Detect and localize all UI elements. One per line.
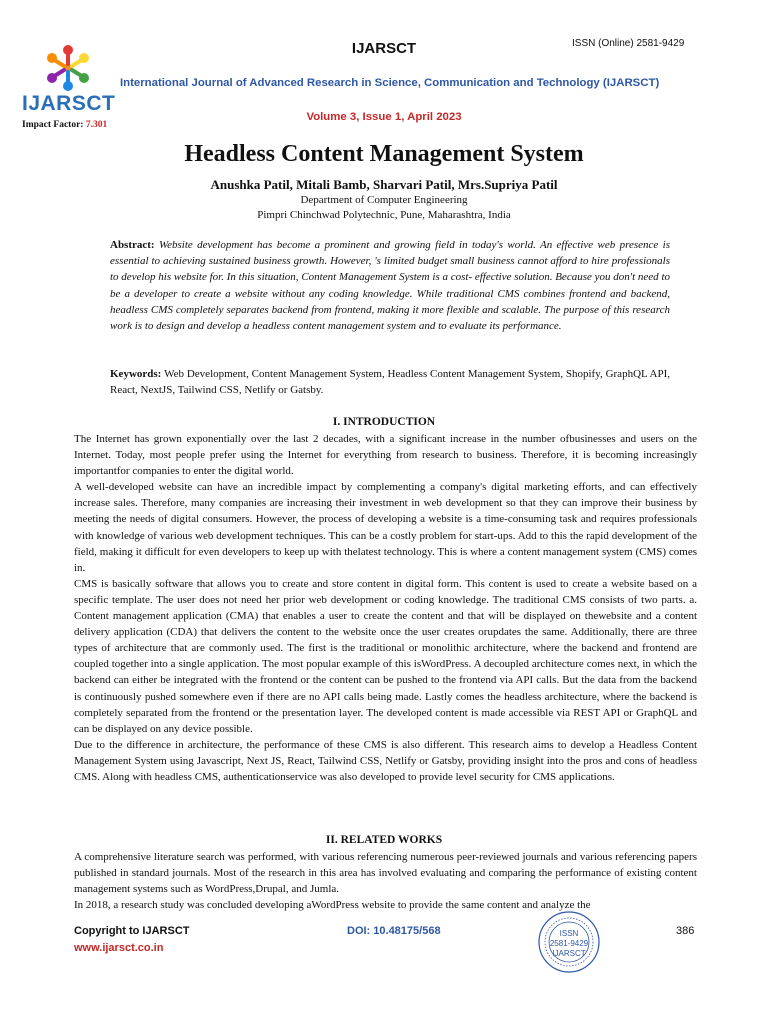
keywords: [110, 366, 670, 398]
section-heading-introduction: I. INTRODUCTION: [332, 416, 436, 428]
keywords-label: Keywords:: [110, 368, 165, 380]
seal-line: IJARSCT: [552, 949, 586, 958]
page-number: 386: [676, 925, 695, 937]
introduction-body: [74, 431, 697, 785]
paragraph: The Internet has grown exponentially over the last 2 decades, with a significant increase in the number ofbusinesses and users on the Internet. Today, most people prefer using the Internet for everything from research to business. Therefore, it is becoming increasingly importantfor companies to enter the digital world.: [74, 433, 697, 478]
footer-doi: DOI: 10.48175/568: [347, 925, 441, 937]
journal-abbreviation: IJARSCT: [351, 40, 417, 57]
issn-seal-text: [537, 929, 601, 959]
paper-title: Headless Content Management System: [184, 141, 584, 167]
seal-line: 2581-9429: [549, 939, 589, 948]
volume-issue: Volume 3, Issue 1, April 2023: [306, 111, 462, 123]
impact-factor-label: Impact Factor:: [22, 120, 86, 130]
paragraph: A well-developed website can have an incredible impact by complementing a company's digital marketing efforts, and can effectively increase sales. Therefore, many companies are increasing their investment in web development so that they can improve their business by meeting the needs of digital consumers. However, the process of developing a website is a time-consuming task and requires professionals with knowledge of various web development techniques. This can be a costly problem for start-ups. Add to this the rapid development of the field, making it difficult for even developers to keep up with thelatest technology. This is where a content management system (CMS) comes in.: [74, 481, 697, 574]
abstract: [110, 237, 670, 334]
footer-website-link[interactable]: www.ijarsct.co.in: [74, 942, 164, 954]
impact-factor-value: 7.301: [85, 120, 108, 130]
author-institution: Pimpri Chinchwad Polytechnic, Pune, Maharashtra, India: [257, 209, 511, 221]
author-department: Department of Computer Engineering: [300, 194, 468, 206]
footer-copyright: Copyright to IJARSCT: [74, 925, 190, 937]
journal-full-name: International Journal of Advanced Research in Science, Communication and Technology (IJARSCT): [120, 77, 660, 89]
paragraph: Due to the difference in architecture, the performance of these CMS is also different. This research aims to develop a Headless Content Management System using Javascript, Next JS, React, Tailwind CSS, Netlify or Gatsby, providing insight into the pros and cons of headless CMS. Along with headless CMS, authenticationservice was also developed to provide level security for CMS applications.: [74, 738, 697, 783]
seal-line: ISSN: [559, 929, 579, 938]
abstract-text: Website development has become a prominent and growing field in today's world. An effective web presence is essential to achieving sustained business growth. However, 's limited budget small business cannot afford to hire professionals to develop his website for. In this situation, Content Management System is a cost- effective solution. Because you don't need to be a developer to create a website without any coding knowledge. While traditional CMS combines frontend and backend, headless CMS completely separates backend from frontend, making it more flexible and scalable. The purpose of this research work is to design and develop a headless content management system and to evaluate its performance.: [110, 239, 670, 333]
paper-authors: Anushka Patil, Mitali Bamb, Sharvari Patil, Mrs.Supriya Patil: [210, 177, 558, 192]
related-works-body: [74, 849, 697, 913]
paragraph: A comprehensive literature search was performed, with various referencing numerous peer-reviewed journals and various referencing papers published in standard journals. Most of the research in this area has involved evaluating and comparing the performance of existing content management systems such as WordPress,Drupal, and Jumla.: [74, 851, 697, 896]
paragraph: CMS is basically software that allows you to create and store content in digital form. This content is used to create a website based on a specific template. The user does not need her prior web development or coding knowledge. The traditional CMS consists of two parts. a. Content management application (CMA) that enables a user to create the content and that will be displayed on thewebsite and a content delivery application (CDA) that delivers the content to the website once the user creates orupdates the same. Additionally, there are three types of architecture that are commonly used. The first is the traditional or monolithic architecture, where the backend and frontend are coupled together into a single application. The most popular example of this isWordPress. A decoupled architecture comes next, in which the backend can either be integrated with the frontend or the content can be pushed to the frontend via API calls. But the data from the backend is continuously pushed somewhere even if there are no API calls being made. Lastly comes the headless architecture, where the backend is completely separated from the frontend or the presentation layer. The developed content is made accessible via REST API or GraphQL and can be displayed on any device possible.: [74, 577, 697, 735]
abstract-label: Abstract:: [110, 239, 159, 251]
logo-wordmark: IJARSCT: [22, 92, 116, 115]
keywords-text: Web Development, Content Management System, Headless Content Management System, Shopify, GraphQL API, React, NextJS, Tailwind CSS, Netlify or Gatsby.: [110, 368, 671, 396]
section-heading-related-works: II. RELATED WORKS: [325, 834, 443, 846]
paragraph: In 2018, a research study was concluded developing aWordPress website to provide the same content and analyze the: [74, 899, 591, 912]
issn-header: ISSN (Online) 2581-9429: [572, 38, 685, 49]
